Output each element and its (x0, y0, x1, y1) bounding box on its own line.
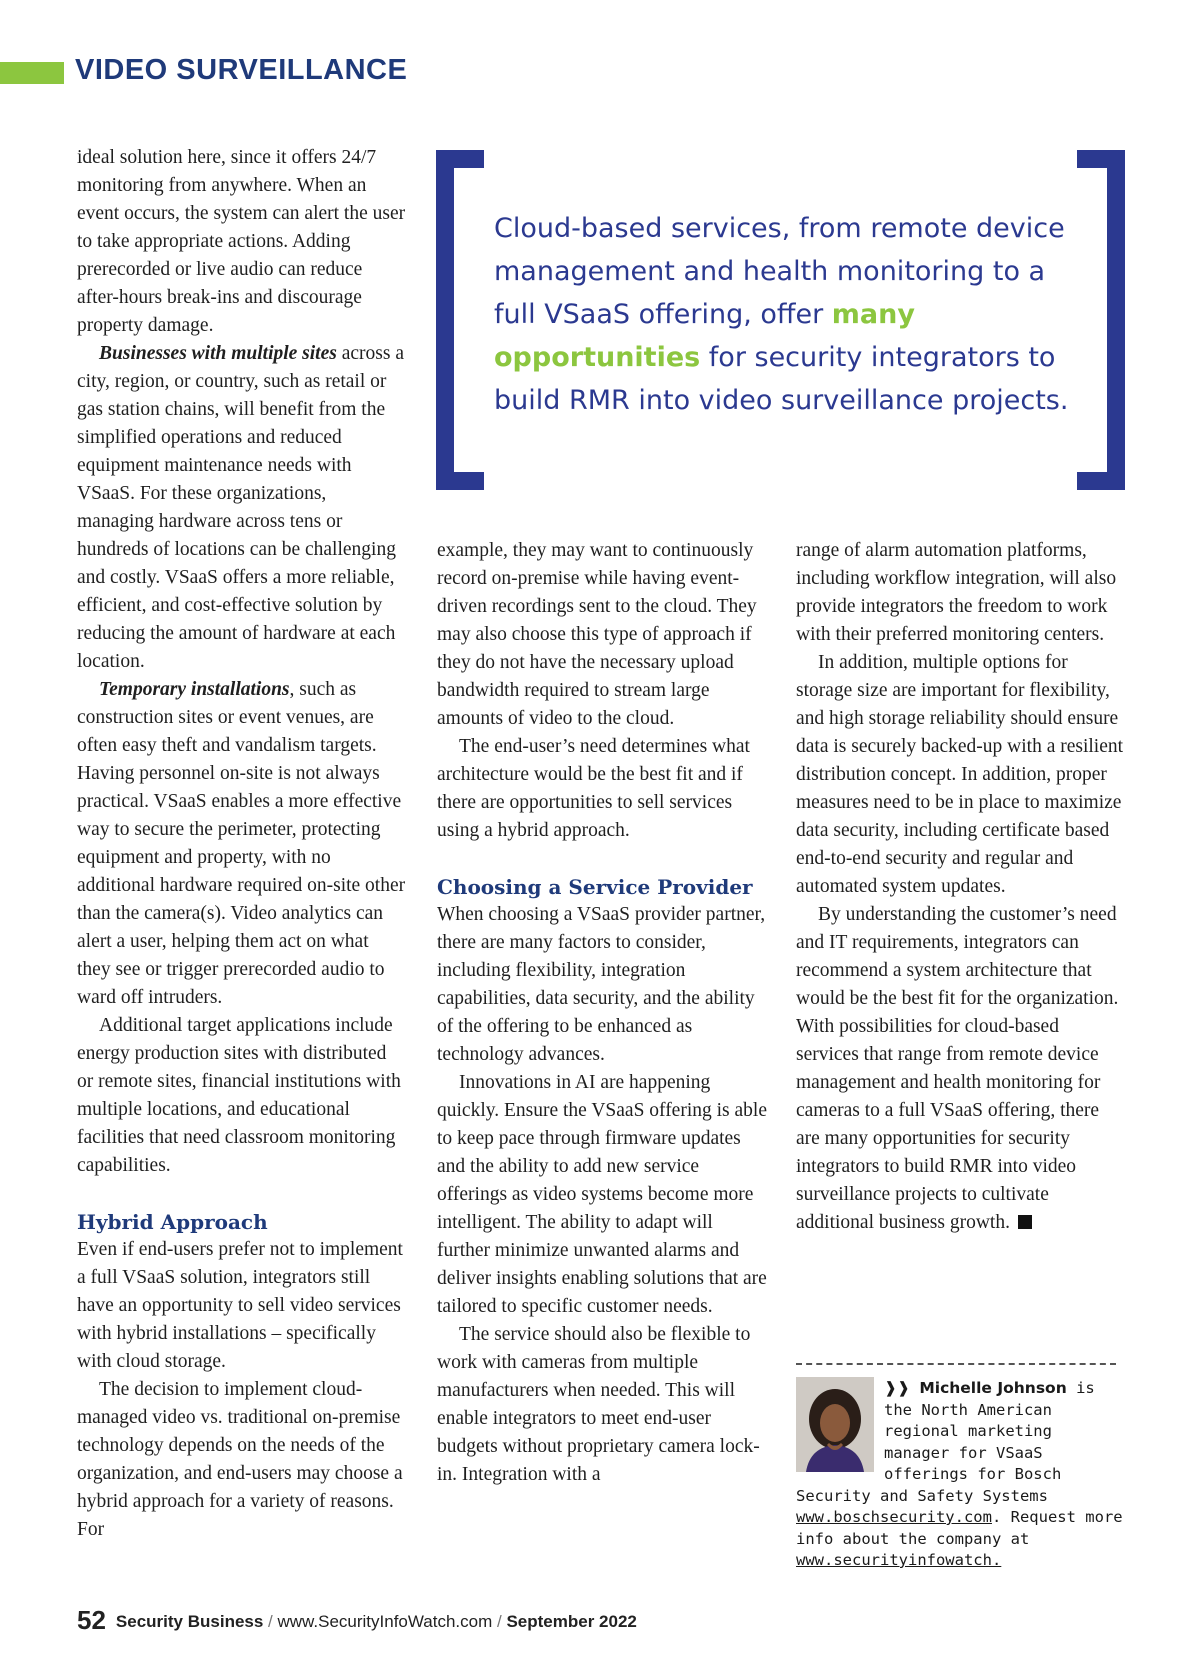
page-footer: 52 Security Business / www.SecurityInfoWatch.com / September 2022 (77, 1605, 637, 1635)
bio-divider (796, 1363, 1116, 1365)
pull-quote: Cloud-based services, from remote device management and health monitoring to a full VSaaS offering, offer many opportunities for security integrators to build RMR into video surveillance projects. (494, 213, 1069, 416)
paragraph: Even if end-users prefer not to implement a full VSaaS solution, integrators still have an opportunity to sell video services with hybrid installations – specifically with cloud storage. (77, 1239, 403, 1372)
paragraph: Businesses with multiple sites across a city, region, or country, such as retail or gas station chains, will benefit from the simplified operations and reduced equipment maintenance needs with VSaaS. For these organizations, managing hardware across tens or hundreds of locations can be challenging and costly. VSaaS offers a more reliable, efficient, and cost-effective solution by reducing the amount of hardware at each location. (77, 343, 404, 672)
section-accent-bar (0, 62, 64, 84)
subheading-hybrid-approach: Hybrid Approach (77, 1210, 268, 1234)
paragraph: In addition, multiple options for storage size are important for flexibility, and high storage reliability should ensure data is securely backed-up with a resilient distribution concept. In addition, proper measures need to be in place to maximize data security, including certificate based end-to-end security and regular and automated system updates. (796, 652, 1124, 897)
paragraph: Innovations in AI are happening quickly. Ensure the VSaaS offering is able to keep pace through firmware updates and the ability to add new service offerings as video systems become more intelligent. The ability to adapt will further minimize unwanted alarms and deliver insights enabling solutions that are tailored to specific customer needs. (437, 1072, 767, 1317)
footer-url: www.SecurityInfoWatch.com (277, 1612, 493, 1631)
pull-quote-left-bracket (436, 150, 484, 490)
emphasis: Temporary installations (99, 679, 290, 700)
bosch-link[interactable]: www.boschsecurity.com (796, 1508, 992, 1526)
paragraph: Additional target applications include energy production sites with distributed or remote sites, financial institutions with multiple locations, and educational facilities that need classroom monitoring capabilities. (77, 1015, 401, 1176)
author-bio: ❱❱ Michelle Johnson is the North American regional marketing manager for VSaaS offerings for Bosch Security and Safety Systems www.boschsecurity.com. Request more info about the company at www.securityinfowatch. (796, 1379, 1123, 1569)
pull-quote-highlight: many opportunities (494, 299, 915, 373)
paragraph: range of alarm automation platforms, including workflow integration, will also provide integrators the freedom to work with their preferred monitoring centers. (796, 540, 1117, 645)
paragraph: By understanding the customer’s need and IT requirements, integrators can recommend a system architecture that would be the best fit for the organization. With possibilities for cloud-based services that range from remote device management and health monitoring for cameras to a full VSaaS offering, there are many opportunities for security integrators to build RMR into video surveillance projects to cultivate additional business growth. (796, 904, 1119, 1233)
page-number: 52 (77, 1605, 106, 1635)
issue-date: September 2022 (506, 1612, 637, 1631)
column-1 (77, 144, 407, 1544)
paragraph: The service should also be flexible to work with cameras from multiple manufacturers when needed. This will enable integrators to meet end-user budgets without proprietary camera lock-in. Integration with a (437, 1324, 760, 1485)
magazine-name: Security Business (115, 1612, 264, 1631)
paragraph: The end-user’s need determines what architecture would be the best fit and if there are opportunities to sell services using a hybrid approach. (437, 736, 750, 841)
paragraph: example, they may want to continuously record on-premise while having event-driven recordings sent to the cloud. They may also choose this type of approach if they do not have the necessary upload bandwidth required to stream large amounts of video to the cloud. (437, 540, 757, 729)
column-3 (796, 537, 1126, 1237)
emphasis: Businesses with multiple sites (99, 343, 337, 364)
subheading-choosing-provider: Choosing a Service Provider (437, 875, 753, 899)
author-name: Michelle Johnson (919, 1379, 1067, 1397)
pull-quote-right-bracket (1077, 150, 1125, 490)
securityinfowatch-link[interactable]: www.securityinfowatch. (796, 1551, 1002, 1569)
double-chevron-icon: ❱❱ (884, 1379, 910, 1397)
end-of-article-mark (1018, 1215, 1032, 1229)
column-2 (437, 537, 767, 1489)
paragraph: Temporary installations, such as construction sites or event venues, are often easy theft and vandalism targets. Having personnel on-site is not always practical. VSaaS enables a more effective way to secure the perimeter, protecting equipment and property, with no additional hardware required on-site other than the camera(s). Video analytics can alert a user, helping them act on what they see or trigger prerecorded audio to ward off intruders. (77, 679, 406, 1008)
section-title: VIDEO SURVEILLANCE (75, 54, 408, 86)
paragraph: The decision to implement cloud-managed video vs. traditional on-premise technology depends on the needs of the organization, and end-users may choose a hybrid approach for a variety of reasons. For (77, 1379, 403, 1540)
paragraph: ideal solution here, since it offers 24/7 monitoring from anywhere. When an event occurs, the system can alert the user to take appropriate actions. Adding prerecorded or live audio can reduce after-hours break-ins and discourage property damage. (77, 147, 406, 336)
paragraph: When choosing a VSaaS provider partner, there are many factors to consider, including flexibility, integration capabilities, data security, and the ability of the offering to be enhanced as technology advances. (437, 904, 766, 1065)
